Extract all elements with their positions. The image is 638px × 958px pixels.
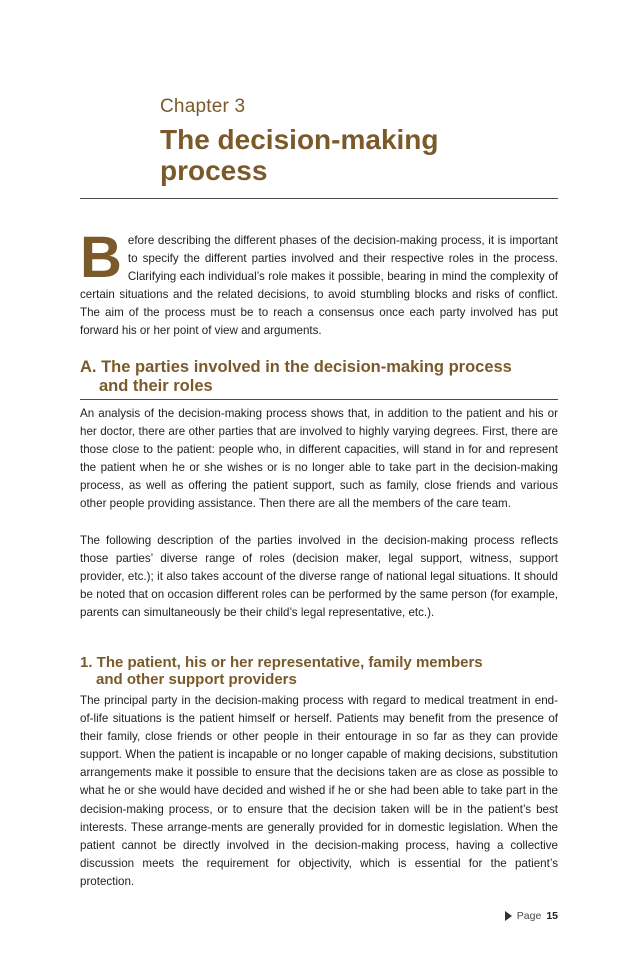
- section-a-divider: [80, 399, 558, 400]
- section-1-heading: [80, 654, 558, 688]
- drop-cap: B: [80, 225, 122, 290]
- triangle-right-icon: [505, 911, 512, 921]
- section-1-heading-line1: 1. The patient, his or her representative, family members: [80, 654, 483, 671]
- page-footer: [505, 910, 558, 922]
- chapter-divider: [80, 198, 558, 199]
- page-label: Page: [516, 910, 542, 922]
- page-number: 15: [546, 910, 558, 922]
- intro-paragraph: [80, 225, 558, 341]
- chapter-title: The decision-making process: [160, 124, 439, 186]
- section-a-paragraph-1: An analysis of the decision-making process shows that, in addition to the patient and his or her doctor, there are other parties that are involved to highly varying degrees. First, there are those close to the patient: people who, in different capacities, will stand in for and represent the patient when he or she wishes or is no longer able to take part in the decision-making process, as well as offering the patient support, such as family, close friends and various other people providing assistance. Then there are all the members of the care team.: [80, 407, 558, 511]
- chapter-label: Chapter 3: [160, 96, 246, 117]
- section-a-heading-line2: and their roles: [99, 377, 213, 395]
- intro-text: efore describing the different phases of the decision-making process, it is important to specify the different parties involved and their respective roles in the process. Clarifying each individual’s role makes it possible, bearing in mind the complexity of certain situations and the related decisions, to avoid stumbling blocks and risks of conflict. The aim of the process must be to reach a consensus once each party involved has put forward his or her point of view and arguments.: [80, 234, 558, 338]
- section-1-heading-line2: and other support providers: [96, 671, 297, 688]
- section-1-paragraph: The principal party in the decision-making process with regard to medical treatment in end-of-life situations is the patient himself or herself. Patients may benefit from the presence of their family, close friends or other people in their entourage in so far as they can provide support. When the patient is incapable or no longer capable of making decisions, substitution arrangements make it possible to ensure that the decisions taken are as close as possible to what he or she would have decided and wished if he or she had been able to take part in the decision-making process, or to ensure that the decision taken will be in the patient’s best interests. These arrange-ments are generally provided for in domestic legislation. When the patient cannot be directly involved in the decision-making process, having a collective discussion meets the requirement for objectivity, which is essential for the patient’s protection.: [80, 694, 558, 888]
- section-a-paragraph-2: The following description of the parties involved in the decision-making process reflects those parties’ diverse range of roles (decision maker, legal support, witness, support provider, etc.); it also takes account of the diverse range of national legal situations. It should be noted that on occasion different roles can be performed by the same person (for example, parents can simultaneously be their child’s legal representative, etc.).: [80, 534, 558, 620]
- section-a-heading: [80, 358, 558, 396]
- section-a-heading-line1: A. The parties involved in the decision-making process: [80, 358, 512, 376]
